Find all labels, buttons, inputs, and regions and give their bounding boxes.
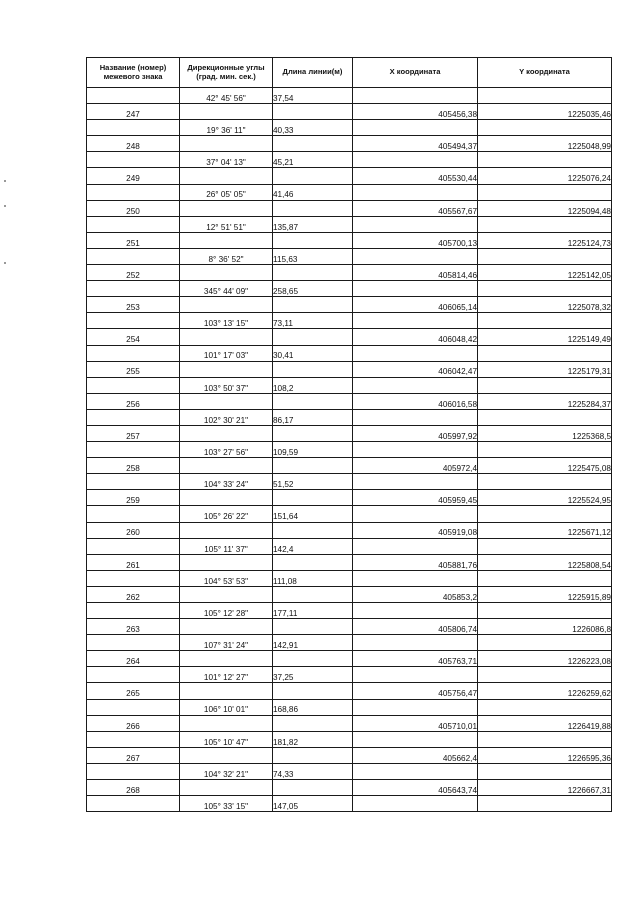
x-coordinate-cell: 406065,14	[353, 297, 478, 313]
y-coordinate-cell: 1226259,62	[478, 683, 612, 699]
x-coordinate-cell: 405530,44	[353, 168, 478, 184]
empty-cell	[180, 522, 273, 538]
empty-cell	[180, 361, 273, 377]
direction-angle-cell: 104° 33' 24"	[180, 474, 273, 490]
x-coordinate-cell: 405881,76	[353, 554, 478, 570]
y-coordinate-cell: 1225142,05	[478, 265, 612, 281]
table-row-point	[87, 361, 612, 377]
empty-cell	[273, 554, 353, 570]
table-row-segment	[87, 248, 612, 264]
line-length-cell: 151,64	[273, 506, 353, 522]
x-coordinate-cell: 405814,46	[353, 265, 478, 281]
line-length-cell: 168,86	[273, 699, 353, 715]
empty-cell	[353, 216, 478, 232]
x-coordinate-cell: 405710,01	[353, 715, 478, 731]
table-row-segment	[87, 281, 612, 297]
direction-angle-cell: 102° 30' 21"	[180, 409, 273, 425]
table-row-point	[87, 329, 612, 345]
y-coordinate-cell: 1225179,31	[478, 361, 612, 377]
empty-cell	[180, 683, 273, 699]
empty-cell	[478, 345, 612, 361]
line-length-cell: 37,25	[273, 667, 353, 683]
table-row-segment	[87, 474, 612, 490]
empty-cell	[353, 699, 478, 715]
line-length-cell: 73,11	[273, 313, 353, 329]
empty-cell	[180, 136, 273, 152]
table-row-point	[87, 297, 612, 313]
empty-cell	[273, 136, 353, 152]
table-row-segment	[87, 796, 612, 812]
empty-cell	[353, 184, 478, 200]
direction-angle-cell: 107° 31' 24"	[180, 635, 273, 651]
line-length-cell: 142,4	[273, 538, 353, 554]
y-coordinate-cell: 1226595,36	[478, 747, 612, 763]
empty-cell	[180, 586, 273, 602]
empty-cell	[353, 570, 478, 586]
empty-cell	[353, 474, 478, 490]
empty-cell	[273, 200, 353, 216]
empty-cell	[180, 393, 273, 409]
mark-name-cell: 267	[87, 747, 180, 763]
empty-cell	[180, 104, 273, 120]
empty-cell	[87, 88, 180, 104]
line-length-cell: 111,08	[273, 570, 353, 586]
empty-cell	[353, 635, 478, 651]
table-row-point	[87, 393, 612, 409]
table-row-segment	[87, 763, 612, 779]
x-coordinate-cell: 405997,92	[353, 425, 478, 441]
mark-name-cell: 256	[87, 393, 180, 409]
empty-cell	[87, 667, 180, 683]
table-row-point	[87, 490, 612, 506]
table-row-point	[87, 425, 612, 441]
empty-cell	[273, 651, 353, 667]
table-row-point	[87, 619, 612, 635]
empty-cell	[87, 603, 180, 619]
mark-name-cell: 261	[87, 554, 180, 570]
empty-cell	[353, 409, 478, 425]
header-x-coordinate: X координата	[353, 58, 478, 88]
empty-cell	[273, 586, 353, 602]
line-length-cell: 74,33	[273, 763, 353, 779]
line-length-cell: 37,54	[273, 88, 353, 104]
x-coordinate-cell: 405853,2	[353, 586, 478, 602]
empty-cell	[273, 297, 353, 313]
empty-cell	[87, 796, 180, 812]
mark-name-cell: 247	[87, 104, 180, 120]
header-line-length: Длина линии(м)	[273, 58, 353, 88]
empty-cell	[353, 538, 478, 554]
mark-name-cell: 251	[87, 232, 180, 248]
x-coordinate-cell: 405494,37	[353, 136, 478, 152]
empty-cell	[478, 603, 612, 619]
empty-cell	[87, 377, 180, 393]
empty-cell	[87, 763, 180, 779]
empty-cell	[180, 297, 273, 313]
table-row-point	[87, 232, 612, 248]
empty-cell	[273, 747, 353, 763]
y-coordinate-cell: 1225524,95	[478, 490, 612, 506]
mark-name-cell: 259	[87, 490, 180, 506]
table-row-segment	[87, 603, 612, 619]
empty-cell	[478, 667, 612, 683]
table-row-point	[87, 458, 612, 474]
direction-angle-cell: 101° 17' 03"	[180, 345, 273, 361]
empty-cell	[87, 313, 180, 329]
table-row-point	[87, 747, 612, 763]
direction-angle-cell: 42° 45' 56"	[180, 88, 273, 104]
empty-cell	[180, 715, 273, 731]
mark-name-cell: 253	[87, 297, 180, 313]
direction-angle-cell: 103° 13' 15"	[180, 313, 273, 329]
x-coordinate-cell: 405567,67	[353, 200, 478, 216]
mark-name-cell: 264	[87, 651, 180, 667]
direction-angle-cell: 345° 44' 09"	[180, 281, 273, 297]
empty-cell	[180, 232, 273, 248]
empty-cell	[478, 699, 612, 715]
empty-cell	[87, 120, 180, 136]
direction-angle-cell: 105° 26' 22"	[180, 506, 273, 522]
empty-cell	[180, 168, 273, 184]
table-row-point	[87, 200, 612, 216]
y-coordinate-cell: 1225124,73	[478, 232, 612, 248]
empty-cell	[273, 329, 353, 345]
empty-cell	[353, 377, 478, 393]
empty-cell	[273, 683, 353, 699]
table-row-segment	[87, 216, 612, 232]
table-row-point	[87, 168, 612, 184]
mark-name-cell: 258	[87, 458, 180, 474]
y-coordinate-cell: 1225368,5	[478, 425, 612, 441]
line-length-cell: 258,65	[273, 281, 353, 297]
empty-cell	[87, 538, 180, 554]
empty-cell	[273, 104, 353, 120]
x-coordinate-cell: 405763,71	[353, 651, 478, 667]
table-row-segment	[87, 409, 612, 425]
table-row-segment	[87, 731, 612, 747]
y-coordinate-cell: 1226223,08	[478, 651, 612, 667]
x-coordinate-cell: 405662,4	[353, 747, 478, 763]
empty-cell	[353, 152, 478, 168]
line-length-cell: 115,63	[273, 248, 353, 264]
table-row-point	[87, 554, 612, 570]
direction-angle-cell: 12° 51' 51"	[180, 216, 273, 232]
empty-cell	[87, 474, 180, 490]
empty-cell	[87, 731, 180, 747]
empty-cell	[87, 248, 180, 264]
y-coordinate-cell: 1225035,46	[478, 104, 612, 120]
empty-cell	[273, 265, 353, 281]
table-row-point	[87, 651, 612, 667]
empty-cell	[180, 200, 273, 216]
empty-cell	[478, 731, 612, 747]
line-length-cell: 30,41	[273, 345, 353, 361]
empty-cell	[353, 248, 478, 264]
table-row-point	[87, 136, 612, 152]
empty-cell	[180, 490, 273, 506]
line-length-cell: 45,21	[273, 152, 353, 168]
line-length-cell: 40,33	[273, 120, 353, 136]
empty-cell	[478, 120, 612, 136]
empty-cell	[478, 763, 612, 779]
empty-cell	[478, 216, 612, 232]
header-y-coordinate: Y координата	[478, 58, 612, 88]
mark-name-cell: 249	[87, 168, 180, 184]
mark-name-cell: 252	[87, 265, 180, 281]
mark-name-cell: 268	[87, 780, 180, 796]
empty-cell	[478, 442, 612, 458]
mark-name-cell: 255	[87, 361, 180, 377]
line-length-cell: 147,05	[273, 796, 353, 812]
direction-angle-cell: 103° 27' 56"	[180, 442, 273, 458]
mark-name-cell: 266	[87, 715, 180, 731]
table-row-segment	[87, 184, 612, 200]
empty-cell	[353, 731, 478, 747]
empty-cell	[353, 603, 478, 619]
empty-cell	[87, 281, 180, 297]
direction-angle-cell: 101° 12' 27"	[180, 667, 273, 683]
empty-cell	[478, 474, 612, 490]
x-coordinate-cell: 405756,47	[353, 683, 478, 699]
empty-cell	[87, 152, 180, 168]
empty-cell	[353, 120, 478, 136]
empty-cell	[180, 780, 273, 796]
empty-cell	[353, 345, 478, 361]
line-length-cell: 108,2	[273, 377, 353, 393]
empty-cell	[273, 361, 353, 377]
line-length-cell: 181,82	[273, 731, 353, 747]
direction-angle-cell: 105° 33' 15"	[180, 796, 273, 812]
table-row-segment	[87, 570, 612, 586]
line-length-cell: 51,52	[273, 474, 353, 490]
table-row-segment	[87, 120, 612, 136]
empty-cell	[273, 168, 353, 184]
table-row-segment	[87, 667, 612, 683]
empty-cell	[273, 522, 353, 538]
y-coordinate-cell: 1225915,89	[478, 586, 612, 602]
empty-cell	[87, 506, 180, 522]
y-coordinate-cell: 1225076,24	[478, 168, 612, 184]
table-row-point	[87, 715, 612, 731]
boundary-coordinates-table	[86, 57, 612, 812]
empty-cell	[273, 458, 353, 474]
empty-cell	[273, 425, 353, 441]
line-length-cell: 177,11	[273, 603, 353, 619]
empty-cell	[87, 184, 180, 200]
empty-cell	[180, 425, 273, 441]
empty-cell	[353, 313, 478, 329]
direction-angle-cell: 103° 50' 37"	[180, 377, 273, 393]
x-coordinate-cell: 405919,08	[353, 522, 478, 538]
table-row-point	[87, 104, 612, 120]
mark-name-cell: 250	[87, 200, 180, 216]
empty-cell	[180, 554, 273, 570]
x-coordinate-cell: 405456,38	[353, 104, 478, 120]
mark-name-cell: 248	[87, 136, 180, 152]
direction-angle-cell: 26° 05' 05"	[180, 184, 273, 200]
y-coordinate-cell: 1225671,12	[478, 522, 612, 538]
line-length-cell: 135,87	[273, 216, 353, 232]
x-coordinate-cell: 406042,47	[353, 361, 478, 377]
direction-angle-cell: 104° 32' 21"	[180, 763, 273, 779]
empty-cell	[478, 377, 612, 393]
header-direction-angle: Дирекционные углы (град. мин. сек.)	[180, 58, 273, 88]
empty-cell	[478, 184, 612, 200]
direction-angle-cell: 105° 11' 37"	[180, 538, 273, 554]
y-coordinate-cell: 1225808,54	[478, 554, 612, 570]
empty-cell	[353, 281, 478, 297]
table-row-segment	[87, 152, 612, 168]
table-row-segment	[87, 88, 612, 104]
empty-cell	[353, 667, 478, 683]
y-coordinate-cell: 1225475,08	[478, 458, 612, 474]
mark-name-cell: 257	[87, 425, 180, 441]
empty-cell	[273, 490, 353, 506]
y-coordinate-cell: 1225078,32	[478, 297, 612, 313]
direction-angle-cell: 8° 36' 52"	[180, 248, 273, 264]
empty-cell	[180, 747, 273, 763]
empty-cell	[478, 248, 612, 264]
table-row-point	[87, 683, 612, 699]
table-header-row	[87, 58, 612, 88]
direction-angle-cell: 106° 10' 01"	[180, 699, 273, 715]
line-length-cell: 41,46	[273, 184, 353, 200]
empty-cell	[353, 763, 478, 779]
mark-name-cell: 263	[87, 619, 180, 635]
empty-cell	[273, 393, 353, 409]
empty-cell	[87, 216, 180, 232]
mark-name-cell: 260	[87, 522, 180, 538]
empty-cell	[87, 442, 180, 458]
direction-angle-cell: 105° 12' 28"	[180, 603, 273, 619]
table-row-point	[87, 780, 612, 796]
empty-cell	[273, 780, 353, 796]
empty-cell	[478, 313, 612, 329]
empty-cell	[87, 699, 180, 715]
table-row-point	[87, 522, 612, 538]
empty-cell	[180, 265, 273, 281]
table-row-point	[87, 586, 612, 602]
table-row-segment	[87, 345, 612, 361]
empty-cell	[478, 506, 612, 522]
empty-cell	[180, 619, 273, 635]
empty-cell	[273, 619, 353, 635]
direction-angle-cell: 19° 36' 11"	[180, 120, 273, 136]
y-coordinate-cell: 1225048,99	[478, 136, 612, 152]
y-coordinate-cell: 1225149,49	[478, 329, 612, 345]
y-coordinate-cell: 1226667,31	[478, 780, 612, 796]
empty-cell	[478, 281, 612, 297]
empty-cell	[478, 409, 612, 425]
table-row-segment	[87, 635, 612, 651]
mark-name-cell: 254	[87, 329, 180, 345]
mark-name-cell: 265	[87, 683, 180, 699]
direction-angle-cell: 105° 10' 47"	[180, 731, 273, 747]
x-coordinate-cell: 405959,45	[353, 490, 478, 506]
x-coordinate-cell: 405806,74	[353, 619, 478, 635]
empty-cell	[273, 715, 353, 731]
direction-angle-cell: 37° 04' 13"	[180, 152, 273, 168]
scan-mark	[4, 262, 6, 264]
empty-cell	[478, 538, 612, 554]
empty-cell	[87, 409, 180, 425]
empty-cell	[353, 442, 478, 458]
empty-cell	[180, 329, 273, 345]
y-coordinate-cell: 1225284,37	[478, 393, 612, 409]
empty-cell	[478, 635, 612, 651]
empty-cell	[478, 152, 612, 168]
x-coordinate-cell: 406016,58	[353, 393, 478, 409]
header-mark-name: Название (номер) межевого знака	[87, 58, 180, 88]
x-coordinate-cell: 405700,13	[353, 232, 478, 248]
table-row-segment	[87, 377, 612, 393]
empty-cell	[353, 88, 478, 104]
empty-cell	[478, 796, 612, 812]
mark-name-cell: 262	[87, 586, 180, 602]
empty-cell	[87, 570, 180, 586]
table-row-segment	[87, 313, 612, 329]
empty-cell	[478, 570, 612, 586]
scan-mark	[4, 180, 6, 182]
table-row-segment	[87, 538, 612, 554]
table-row-segment	[87, 506, 612, 522]
direction-angle-cell: 104° 53' 53"	[180, 570, 273, 586]
line-length-cell: 142,91	[273, 635, 353, 651]
empty-cell	[87, 345, 180, 361]
x-coordinate-cell: 405972,4	[353, 458, 478, 474]
x-coordinate-cell: 406048,42	[353, 329, 478, 345]
empty-cell	[478, 88, 612, 104]
table-row-point	[87, 265, 612, 281]
empty-cell	[273, 232, 353, 248]
scan-mark	[4, 205, 6, 207]
empty-cell	[87, 635, 180, 651]
y-coordinate-cell: 1225094,48	[478, 200, 612, 216]
y-coordinate-cell: 1226086,8	[478, 619, 612, 635]
table-row-segment	[87, 699, 612, 715]
line-length-cell: 86,17	[273, 409, 353, 425]
y-coordinate-cell: 1226419,88	[478, 715, 612, 731]
empty-cell	[180, 458, 273, 474]
empty-cell	[353, 796, 478, 812]
empty-cell	[180, 651, 273, 667]
empty-cell	[353, 506, 478, 522]
line-length-cell: 109,59	[273, 442, 353, 458]
x-coordinate-cell: 405643,74	[353, 780, 478, 796]
table-row-segment	[87, 442, 612, 458]
